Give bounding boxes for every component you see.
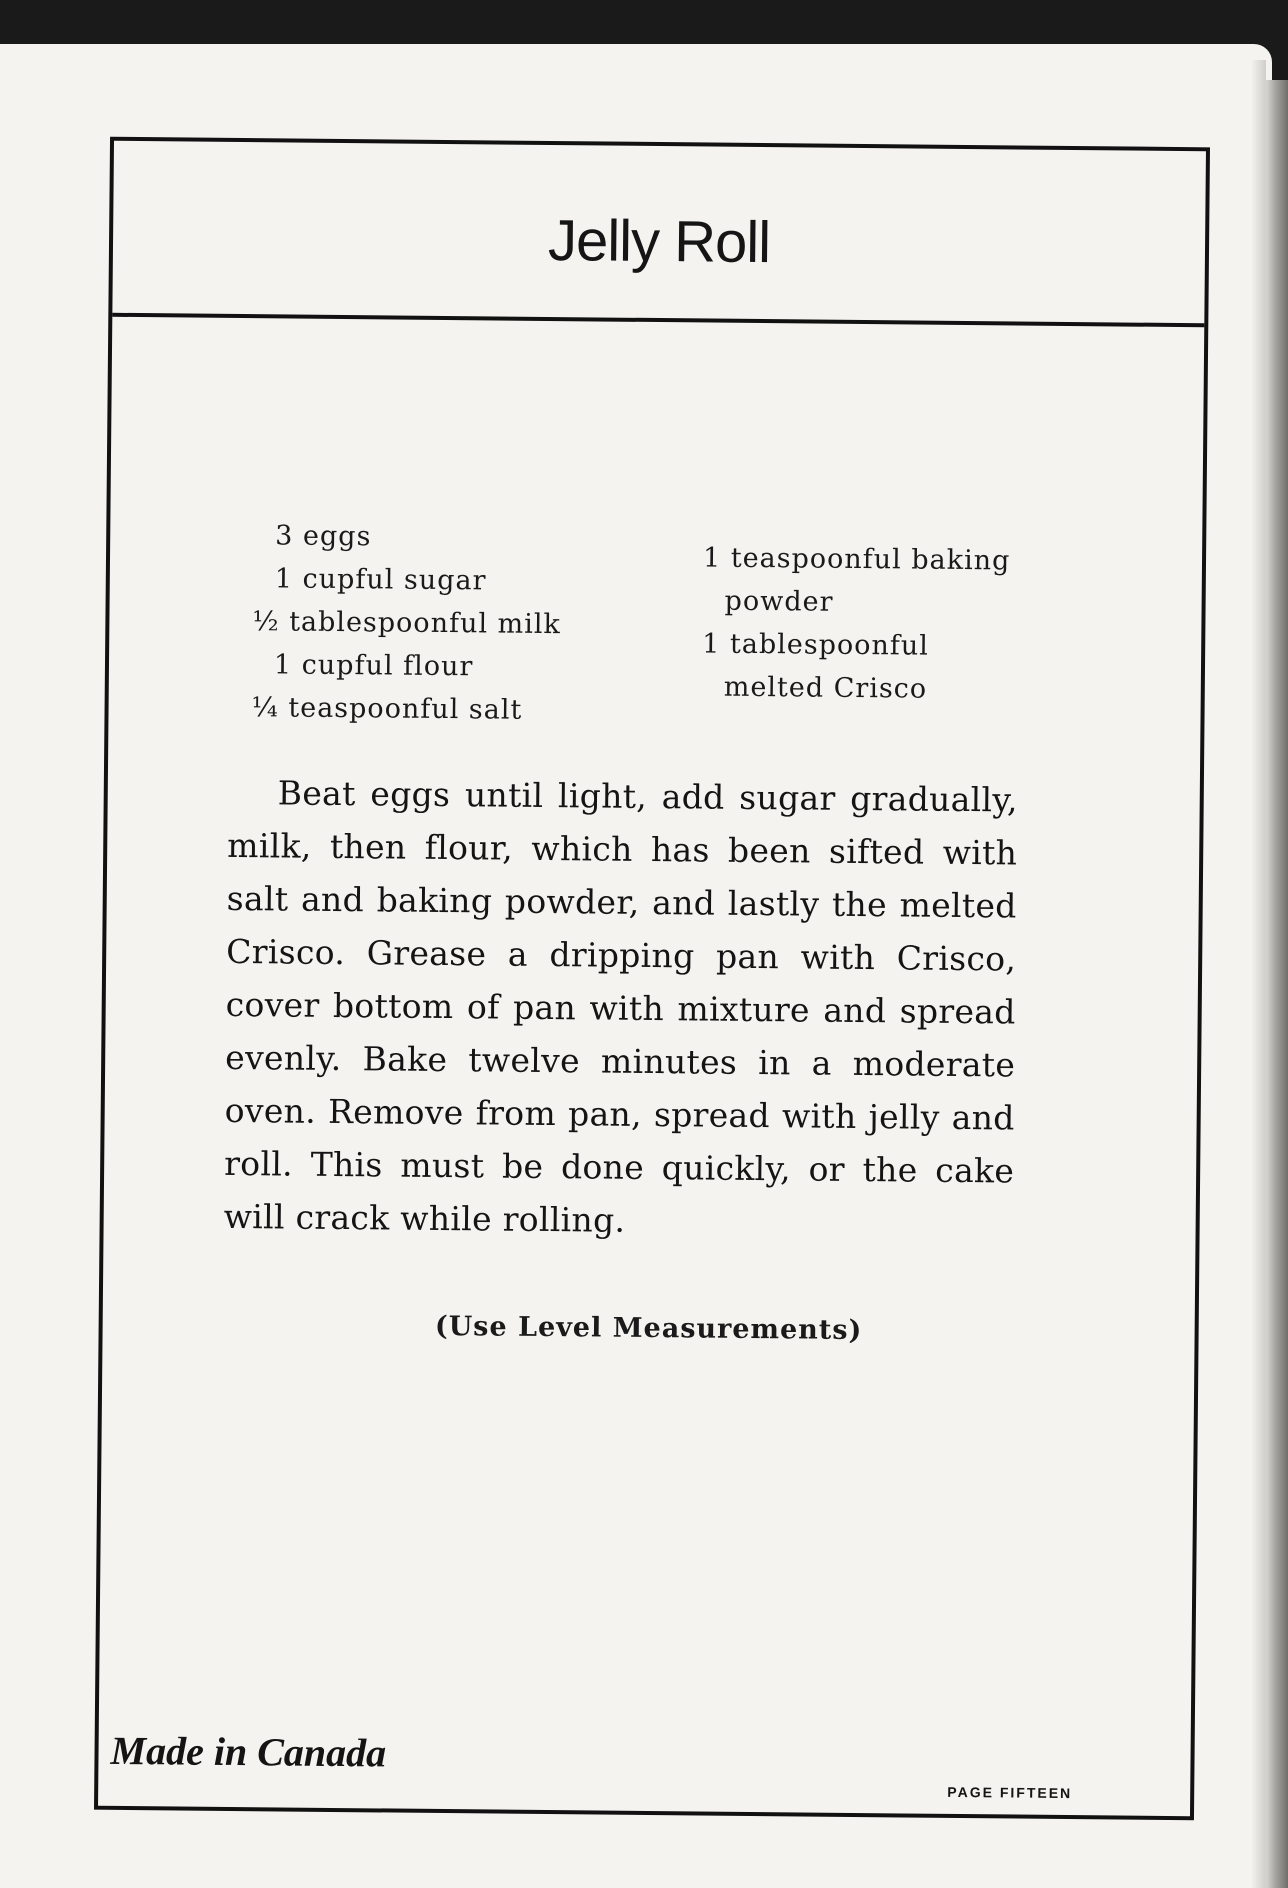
recipe-frame bbox=[94, 137, 1210, 1820]
ingredients-left-column bbox=[251, 514, 673, 733]
ingredient-item-continued: powder bbox=[724, 585, 834, 618]
page-number: PAGE FIFTEEN bbox=[947, 1783, 1073, 1802]
ingredient-item: 1 tablespoonful bbox=[702, 628, 930, 662]
measurement-note: (Use Level Measurements) bbox=[434, 1310, 863, 1347]
page-edge bbox=[1266, 80, 1288, 1888]
recipe-title: Jelly Roll bbox=[547, 207, 771, 276]
ingredient-item: ½ tablespoonful milk bbox=[252, 606, 562, 641]
made-in-label: Made in Canada bbox=[110, 1727, 387, 1776]
ingredient-item: 1 cupful sugar bbox=[274, 563, 487, 597]
recipe-method: Beat eggs until light, add sugar gradually, milk, then flour, which has been sifted with salt and baking powder, and lastly the melted Crisco. Grease a dripping pan with Crisco, cover bottom of pan with mixture and spread evenly. Bake twelve minutes in a moderate oven. Remove from pan, spread with jelly and roll. This must be done quickly, or the cake will crack while rolling. bbox=[223, 773, 1018, 1240]
ingredients-right-column bbox=[702, 536, 1104, 712]
ingredient-item-continued: melted Crisco bbox=[723, 671, 928, 705]
ingredient-item: 1 teaspoonful baking bbox=[702, 542, 1011, 577]
ingredient-item: 1 cupful flour bbox=[273, 649, 474, 683]
ingredient-item: 3 eggs bbox=[275, 520, 372, 553]
ingredient-item: ¼ teaspoonful salt bbox=[251, 692, 523, 726]
title-box bbox=[112, 141, 1206, 327]
ingredients-list bbox=[251, 514, 1113, 726]
page-edge-inner bbox=[1252, 60, 1266, 1888]
